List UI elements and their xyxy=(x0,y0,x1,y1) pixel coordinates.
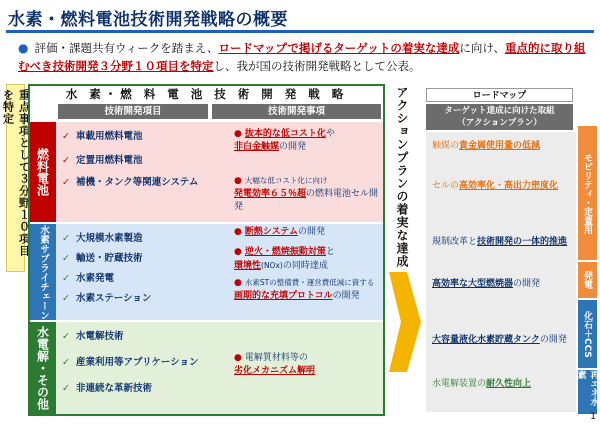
task-emphasis: 発電効率６５％超 xyxy=(234,189,307,199)
task-text: の開発 xyxy=(332,291,360,301)
electrolysis-label: 水電解・その他 xyxy=(30,322,56,414)
bullet-icon: ● xyxy=(234,176,242,186)
list-item xyxy=(62,250,142,264)
task-entry xyxy=(234,246,386,273)
roadmap-item xyxy=(432,140,540,152)
task-entry xyxy=(234,174,386,214)
focus-sidebar: 重点事項として３分野１０項目を特定 xyxy=(6,84,25,272)
task-emphasis: 環境性 xyxy=(234,261,262,271)
tasks-column-header: 技術開発事項 xyxy=(212,104,381,119)
roadmap-column xyxy=(426,132,576,412)
summary-emphasis: ロードマップで掲げるターゲットの着実な達成 xyxy=(218,41,460,55)
check-icon: ✓ xyxy=(62,293,70,304)
summary-text xyxy=(18,39,590,75)
items-column-header: 技術開発項目 xyxy=(58,104,208,119)
check-icon: ✓ xyxy=(62,273,70,284)
roadmap-text: 触媒の xyxy=(432,141,460,151)
item-label: 水素ステーション xyxy=(75,293,152,304)
supply-chain-label: 水素サプライチェーン xyxy=(30,224,56,320)
roadmap-emphasis: 貴金属使用量の低減 xyxy=(459,141,541,151)
item-label: 輸送・貯蔵技術 xyxy=(75,253,143,264)
title-underline xyxy=(6,30,594,33)
item-label: 水電解技術 xyxy=(75,331,124,342)
item-label: 非連続な革新技術 xyxy=(75,383,152,394)
arrow-right-icon xyxy=(389,272,421,372)
list-item xyxy=(62,290,151,304)
task-text: の同時達成 xyxy=(282,261,328,271)
item-label: 産業利用等アプリケーション xyxy=(75,357,199,368)
task-emphasis: 抜本的な低コスト化 xyxy=(244,129,326,139)
list-item xyxy=(62,152,142,166)
fuel-cell-body xyxy=(56,122,383,222)
electrolysis-body xyxy=(56,322,383,414)
check-icon: ✓ xyxy=(62,233,70,244)
item-label: 水素発電 xyxy=(75,273,114,284)
task-entry xyxy=(234,226,386,239)
roadmap-text: の開発 xyxy=(539,335,567,345)
task-text: の燃料電池セル開発 xyxy=(234,189,379,212)
roadmap-text: 規制改革と xyxy=(432,237,478,247)
summary-part: し、我が国の技術開発戦略として公表。 xyxy=(213,59,421,73)
task-entry xyxy=(234,128,386,154)
supply-chain-body xyxy=(56,224,383,320)
task-text: 水素STの整備費・運営費低減に資する xyxy=(244,278,375,287)
roadmap-emphasis: 大容量液化水素貯蔵タンク xyxy=(432,335,540,345)
task-emphasis: 画期的な充填プロトコル xyxy=(234,291,333,301)
supply-chain-band xyxy=(30,224,383,320)
bullet-icon: ● xyxy=(234,129,242,139)
roadmap-text: セルの xyxy=(432,181,460,191)
list-item xyxy=(62,380,152,394)
roadmap-item xyxy=(432,378,531,390)
check-icon: ✓ xyxy=(62,177,70,188)
item-label: 車載用燃料電池 xyxy=(75,131,143,142)
task-emphasis: 断熱システム xyxy=(244,227,298,237)
list-item xyxy=(62,354,199,368)
check-icon: ✓ xyxy=(62,331,70,342)
item-label: 大規模水素製造 xyxy=(75,233,143,244)
roadmap-subheading xyxy=(426,104,573,130)
task-text: や xyxy=(325,129,335,139)
summary-part: に向け、 xyxy=(459,41,505,55)
check-icon: ✓ xyxy=(62,383,70,394)
list-item xyxy=(62,230,142,244)
bullet-icon: ● xyxy=(234,247,242,257)
roadmap-panel xyxy=(420,88,600,418)
roadmap-text: の開発 xyxy=(513,279,541,289)
list-item xyxy=(62,174,198,188)
check-icon: ✓ xyxy=(62,253,70,264)
summary-emphasis: 重点的に取り組むべき技術開発３分野１０項目を特定 xyxy=(18,41,586,73)
page-number: 1 xyxy=(590,412,596,422)
fuel-cell-band xyxy=(30,122,383,222)
bullet-icon: ● xyxy=(234,278,242,288)
roadmap-item xyxy=(432,334,567,346)
check-icon: ✓ xyxy=(62,131,70,142)
task-emphasis: 非白金触媒 xyxy=(234,142,280,152)
list-item xyxy=(62,328,123,342)
page-title: 水素・燃料電池技術開発戦略の概要 xyxy=(8,10,288,30)
tag-fossil-ccs: 化石＋CCS xyxy=(578,300,597,368)
bullet-icon: ● xyxy=(234,353,242,363)
check-icon: ✓ xyxy=(62,155,70,166)
arrow-caption: アクションプランの着実な達成 xyxy=(395,86,409,268)
task-emphasis: 逆火・燃焼振動対策 xyxy=(244,247,326,257)
roadmap-item xyxy=(432,180,558,192)
roadmap-item xyxy=(432,236,567,248)
roadmap-emphasis: 耐久性向上 xyxy=(486,379,532,389)
summary-part: 評価・課題共有ウィークを踏まえ、 xyxy=(34,41,219,55)
bullet-icon: ● xyxy=(18,41,29,55)
task-text: と xyxy=(325,247,335,257)
task-text: の開発 xyxy=(279,142,307,152)
electrolysis-band xyxy=(30,322,383,414)
task-text: 電解質材料等の xyxy=(244,353,308,363)
roadmap-item xyxy=(432,278,540,290)
check-icon: ✓ xyxy=(62,357,70,368)
list-item xyxy=(62,270,114,284)
task-entry xyxy=(234,276,386,303)
tag-power: 発電 xyxy=(578,262,597,298)
tag-renewable: 再エネ水素 xyxy=(578,370,597,414)
roadmap-emphasis: 高効率化・高出力密度化 xyxy=(459,181,559,191)
roadmap-heading: ロードマップ xyxy=(426,88,573,102)
task-entry xyxy=(234,352,386,378)
item-label: 補機・タンク等関連システム xyxy=(75,177,199,188)
task-emphasis: 劣化メカニズム解明 xyxy=(234,366,316,376)
list-item xyxy=(62,128,142,142)
strategy-heading: 水 素・燃 料 電 池 技 術 開 発 戦 略 xyxy=(30,86,383,102)
roadmap-subheading-text: ターゲット達成に向けた取組 （アクションプラン） xyxy=(444,106,555,128)
task-text: の開発 xyxy=(297,227,325,237)
bullet-icon: ● xyxy=(234,227,242,237)
tag-mobility: モビリティ・定置用 xyxy=(578,126,597,260)
task-text: (NOx) xyxy=(261,261,283,270)
task-text: 大幅な低コスト化に向け xyxy=(244,176,328,185)
roadmap-emphasis: 高効率な大型燃焼器 xyxy=(432,279,514,289)
item-label: 定置用燃料電池 xyxy=(75,155,143,166)
strategy-panel xyxy=(28,84,385,416)
fuel-cell-label: 燃料電池 xyxy=(30,122,56,222)
roadmap-emphasis: 技術開発の一体的推進 xyxy=(477,237,568,247)
roadmap-text: 水電解装置の xyxy=(432,379,487,389)
